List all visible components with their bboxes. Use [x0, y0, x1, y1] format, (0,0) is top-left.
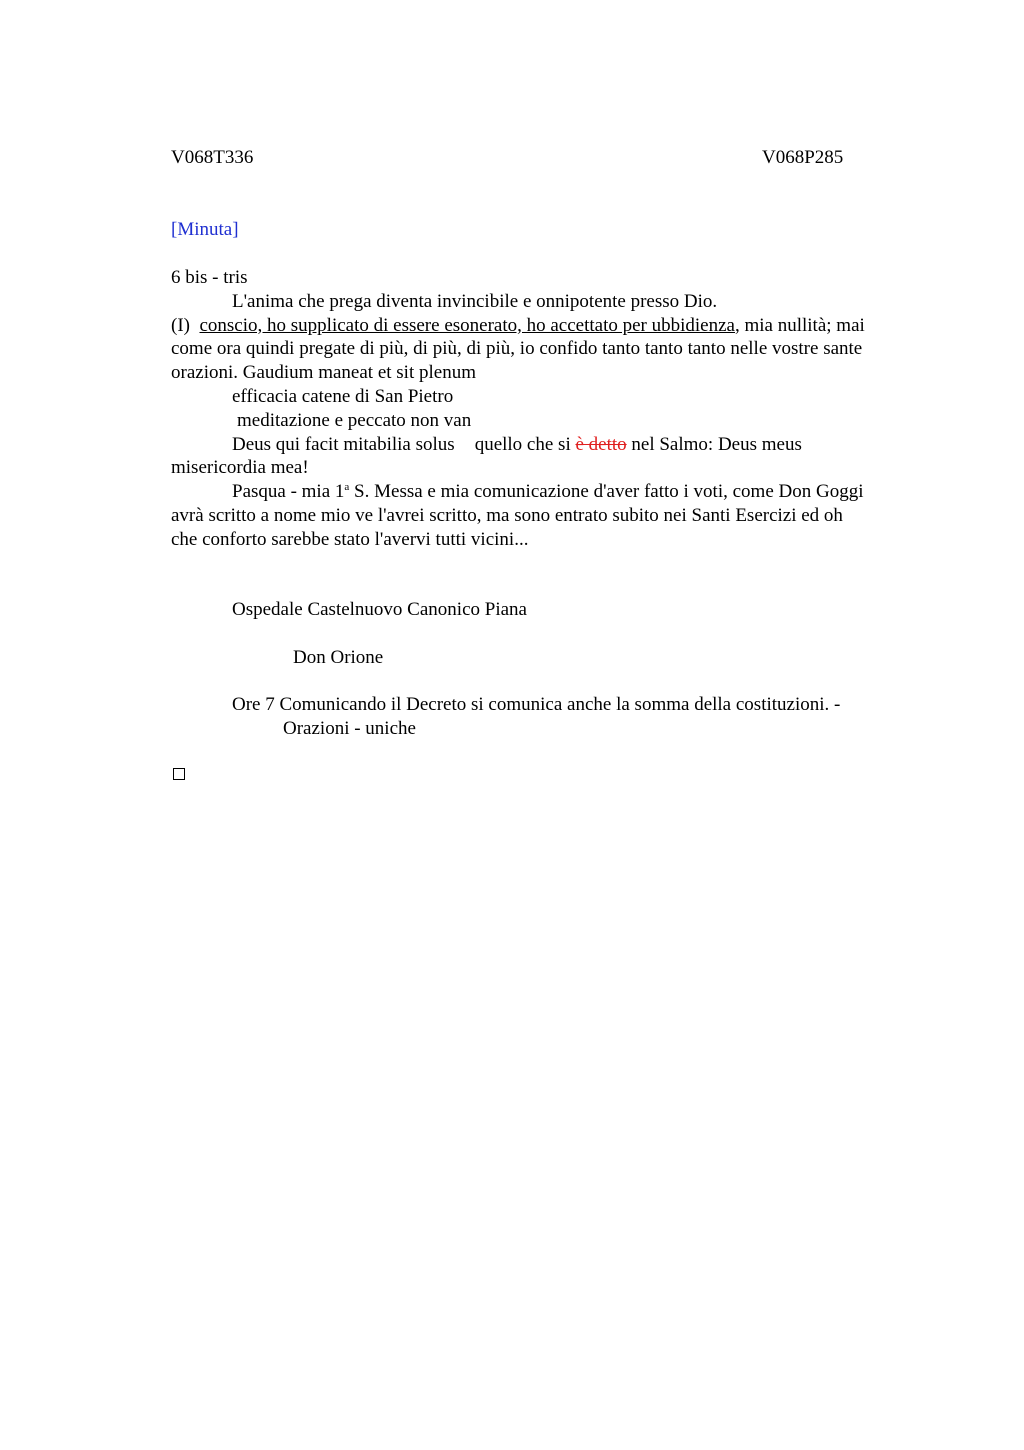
superscript: a — [344, 481, 350, 494]
paragraph-line: efficacia catene di San Pietro — [232, 385, 454, 407]
letter-body — [171, 266, 931, 552]
text-fragment: , mia nullità; mai — [734, 314, 865, 336]
paragraph-line: misericordia mea! — [171, 457, 309, 479]
section-title: 6 bis - tris — [171, 267, 248, 288]
note-marker: (I) — [171, 314, 190, 336]
text-fragment: S. Messa e mia comunicazione d'aver fatto i voti, come Don Goggi — [354, 481, 864, 503]
text-fragment: nel Salmo: Deus meus — [631, 433, 802, 455]
paragraph-line — [171, 480, 931, 504]
checkbox-square-icon — [173, 768, 185, 780]
note-line: Ore 7 Comunicando il Decreto si comunica anche la somma della costituzioni. - — [232, 694, 841, 715]
paragraph-line: L'anima che prega diventa invincibile e onnipotente presso Dio. — [232, 290, 718, 312]
paragraph-line: come ora quindi pregate di più, di più, di più, io confido tanto tanto tanto nelle vostre sante — [171, 338, 863, 360]
minuta-label: [Minuta] — [171, 219, 239, 240]
note-line-continued: Orazioni - uniche — [283, 718, 416, 739]
hospital-line: Ospedale Castelnuovo Canonico Piana — [232, 599, 527, 620]
paragraph-line: che conforto sarebbe stato l'avervi tutti vicini... — [171, 528, 529, 550]
document-code-right: V068P285 — [762, 147, 844, 168]
paragraph-line — [171, 314, 931, 338]
paragraph-line: orazioni. Gaudium maneat et sit plenum — [171, 362, 476, 384]
text-fragment: Pasqua - mia 1 — [232, 481, 345, 503]
text-fragment: quello che si — [474, 433, 571, 455]
text-fragment: Deus qui facit mitabilia solus — [232, 433, 455, 455]
underlined-text: conscio, ho supplicato di essere esonerato, ho accettato per ubbidienza — [199, 314, 735, 336]
document-code-left: V068T336 — [171, 147, 254, 168]
paragraph-line — [171, 433, 931, 457]
struck-text: è detto — [575, 433, 627, 455]
paragraph-line: avrà scritto a nome mio ve l'avrei scritto, ma sono entrato subito nei Santi Esercizi ed oh — [171, 504, 843, 526]
signature: Don Orione — [293, 647, 384, 668]
paragraph-line: meditazione e peccato non van — [237, 409, 472, 431]
